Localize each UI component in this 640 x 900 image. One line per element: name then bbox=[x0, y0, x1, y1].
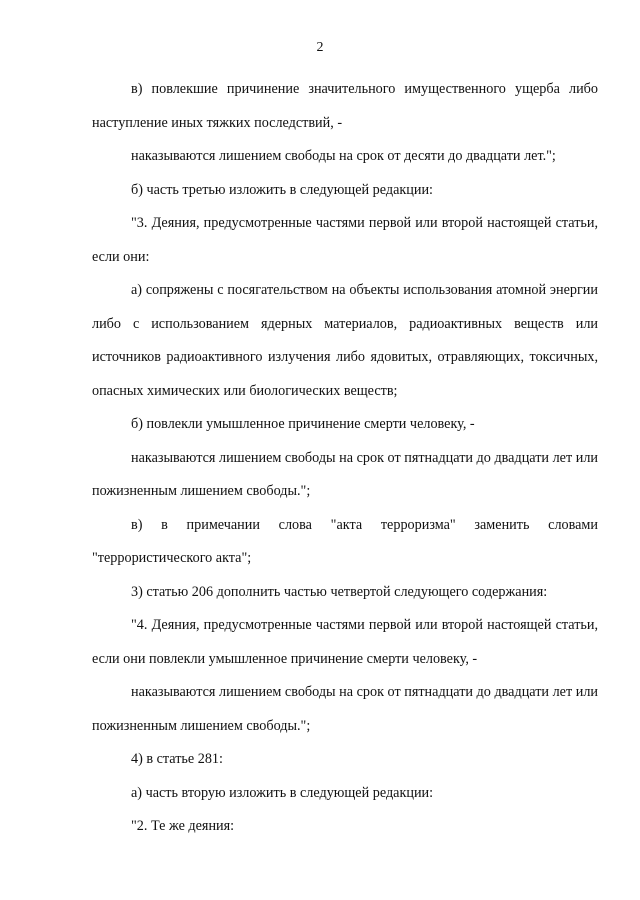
paragraph: наказываются лишением свободы на срок от пятнадцати до двадцати лет или пожизненным лишением свободы."; bbox=[92, 684, 598, 734]
paragraph: наказываются лишением свободы на срок от пятнадцати до двадцати лет или пожизненным лишением свободы."; bbox=[92, 449, 598, 499]
paragraph: в) повлекшие причинение значительного имущественного ущерба либо наступление иных тяжких последствий, - bbox=[92, 81, 598, 131]
paragraph: 4) в статье 281: bbox=[131, 751, 223, 767]
paragraph: "2. Те же деяния: bbox=[131, 818, 235, 834]
paragraph: б) повлекли умышленное причинение смерти человеку, - bbox=[131, 416, 475, 432]
paragraph: "3. Деяния, предусмотренные частями первой или второй настоящей статьи, если они: bbox=[92, 215, 598, 265]
paragraph: а) часть вторую изложить в следующей редакции: bbox=[131, 784, 434, 801]
paragraph: б) часть третью изложить в следующей редакции: bbox=[131, 181, 433, 198]
paragraph: в) в примечании слова "акта терроризма" заменить словами "террористического акта"; bbox=[92, 516, 598, 566]
paragraph: "4. Деяния, предусмотренные частями первой или второй настоящей статьи, если они повлекли умышленное причинение смерти человеку, - bbox=[92, 617, 598, 667]
paragraph: наказываются лишением свободы на срок от десяти до двадцати лет."; bbox=[131, 148, 556, 164]
page-number: 2 bbox=[316, 40, 324, 55]
paragraph: 3) статью 206 дополнить частью четвертой следующего содержания: bbox=[131, 583, 548, 600]
document-body bbox=[92, 73, 598, 844]
paragraph: а) сопряжены с посягательством на объекты использования атомной энергии либо с использованием ядерных материалов, радиоактивных веществ или источников радиоактивного излучения либо ядовитых, отравляющих, токсичных, опасных химических или биологических веществ; bbox=[92, 282, 598, 399]
